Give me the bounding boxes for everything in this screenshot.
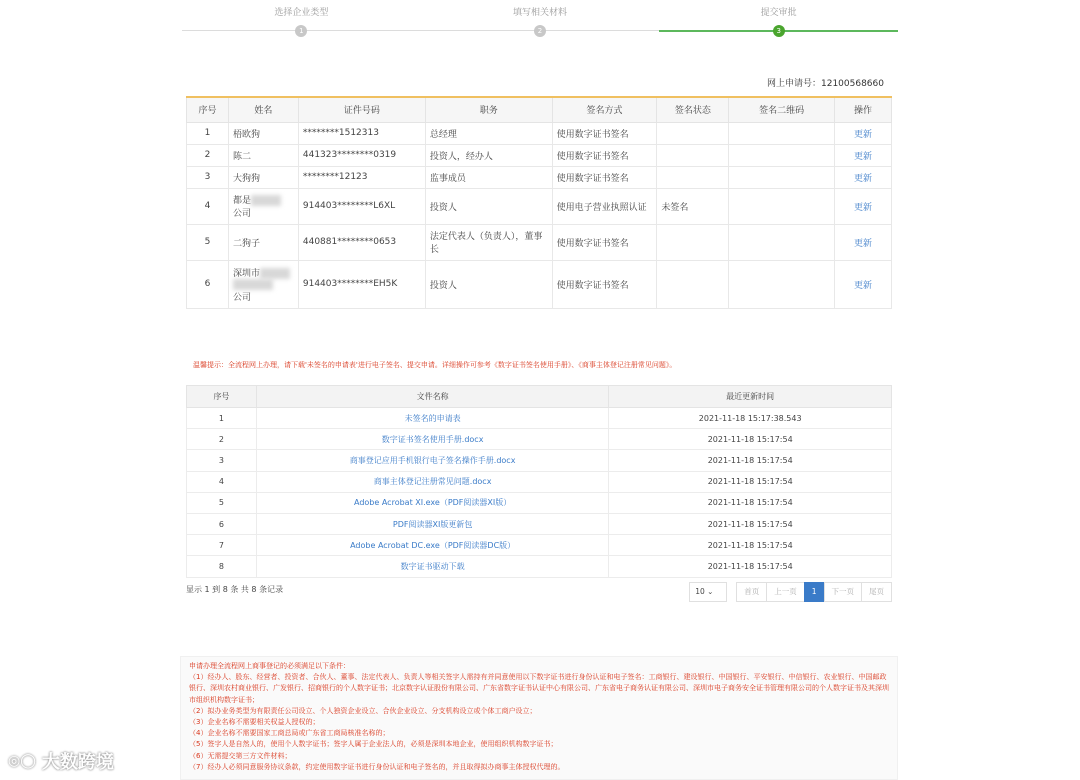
- condition-item: （1）经办人、股东、经营者、投资者、合伙人、董事、法定代表人、负责人等相关签字人需持有并同意使用以下数字证书进行身份认证和电子签名：工商银行、建设银行、中国银行、平安银行、中信银行、农业银行、中国邮政银行、深圳农村商业银行、广发银行、招商银行的个人数字证书；北京数字认证股份有限公司、广东省数字证书认证中心有限公司、广东省电子商务认证有限公司、深圳市电子商务安全证书管理有限公司的个人数字证书及其深圳市组织机构数字证书；: [189, 673, 889, 704]
- signer-name: 陈二: [228, 144, 298, 166]
- update-link[interactable]: 更新: [854, 280, 873, 291]
- table-row: [187, 166, 892, 188]
- file-link[interactable]: Adobe Acrobat XI.exe（PDF阅读器XI版）: [354, 498, 512, 508]
- table-row: [187, 260, 892, 308]
- sign-method: 使用数字证书签名: [552, 260, 657, 308]
- signer-role: 投资人，经办人: [425, 144, 552, 166]
- update-time: 2021-11-18 15:17:54: [609, 429, 892, 450]
- row-number: 6: [187, 260, 229, 308]
- file-link[interactable]: PDF阅读器XI版更新包: [392, 519, 473, 529]
- table-row: [187, 122, 892, 144]
- row-number: 4: [187, 188, 229, 224]
- redacted-text: [260, 268, 290, 279]
- signer-role: 投资人: [425, 260, 552, 308]
- warm-tip-notice: 温馨提示：全流程网上办理，请下载'未签名的申请表'进行电子签名、提交申请。详细操作可参考《数字证书签名使用手册》、《商事主体登记注册常见问题》。: [193, 361, 677, 369]
- sign-qrcode: [729, 260, 835, 308]
- page-size-select[interactable]: 10 ⌄: [689, 582, 727, 602]
- condition-item: （7）经办人必须同意服务协议条款，约定使用数字证书进行身份认证和电子签名的，并且取得拟办商事主体授权代理的。: [189, 762, 565, 771]
- signer-role: 监事成员: [425, 166, 552, 188]
- row-number: 8: [187, 556, 257, 577]
- sign-method: 使用数字证书签名: [552, 122, 657, 144]
- file-link[interactable]: 商事登记应用手机银行电子签名操作手册.docx: [349, 455, 516, 465]
- last-page-button[interactable]: 尾页: [861, 582, 892, 602]
- conditions-box: [180, 656, 898, 780]
- file-link[interactable]: Adobe Acrobat DC.exe（PDF阅读器DC版）: [350, 540, 516, 550]
- first-page-button[interactable]: 首页: [736, 582, 767, 602]
- application-number: 网上申请号：12100568660: [767, 79, 884, 89]
- row-number: 6: [187, 513, 257, 534]
- col-header: 职务: [425, 97, 552, 122]
- update-link[interactable]: 更新: [854, 129, 873, 140]
- table-row: [187, 188, 892, 224]
- update-time: 2021-11-18 15:17:54: [609, 450, 892, 471]
- prev-page-button[interactable]: 上一页: [766, 582, 805, 602]
- signers-table: [186, 96, 892, 309]
- signer-role: 总经理: [425, 122, 552, 144]
- col-header: 最近更新时间: [609, 386, 892, 408]
- sign-status: [657, 260, 729, 308]
- update-link[interactable]: 更新: [854, 238, 873, 249]
- step-select-type: [182, 6, 421, 40]
- signer-role: 法定代表人（负责人），董事长: [425, 224, 552, 260]
- col-header: 序号: [187, 386, 257, 408]
- step-label: 选择企业类型: [274, 8, 329, 18]
- condition-item: （2）拟办业务类型为有限责任公司设立、个人独资企业设立、合伙企业设立、分支机构设立或个体工商户设立；: [189, 706, 537, 715]
- col-header: 签名状态: [657, 97, 729, 122]
- sign-status: [657, 166, 729, 188]
- sign-qrcode: [729, 166, 835, 188]
- table-row: [187, 408, 892, 429]
- signer-name: 梧欧狗: [228, 122, 298, 144]
- update-link[interactable]: 更新: [854, 173, 873, 184]
- row-number: 4: [187, 471, 257, 492]
- file-link[interactable]: 数字证书签名使用手册.docx: [381, 434, 484, 444]
- sign-qrcode: [729, 188, 835, 224]
- signer-name: 大狗狗: [228, 166, 298, 188]
- table-header-row: [187, 97, 892, 122]
- step-number: 3: [773, 25, 785, 37]
- update-time: 2021-11-18 15:17:54: [609, 535, 892, 556]
- logo-icon: ◎◯: [8, 753, 36, 769]
- step-label: 提交审批: [760, 8, 797, 18]
- sign-method: 使用电子营业执照认证: [552, 188, 657, 224]
- table-row: [187, 144, 892, 166]
- chevron-down-icon: ⌄: [707, 587, 714, 596]
- update-link[interactable]: 更新: [854, 151, 873, 162]
- signer-name: 二狗子: [228, 224, 298, 260]
- id-number: 914403********L6XL: [298, 188, 425, 224]
- watermark-text: 大数跨境: [41, 752, 114, 773]
- row-number: 3: [187, 450, 257, 471]
- col-header: 证件号码: [298, 97, 425, 122]
- table-row: [187, 535, 892, 556]
- condition-item: （5）签字人是自然人的，使用个人数字证书；签字人属于企业法人的，必须是深圳本地企业，使用组织机构数字证书；: [189, 740, 558, 749]
- table-row: [187, 471, 892, 492]
- sign-qrcode: [729, 144, 835, 166]
- update-time: 2021-11-18 15:17:54: [609, 556, 892, 577]
- col-header: 文件名称: [256, 386, 608, 408]
- table-header-row: [187, 386, 892, 408]
- signer-role: 投资人: [425, 188, 552, 224]
- files-table: [186, 385, 892, 578]
- update-time: 2021-11-18 15:17:38.543: [609, 408, 892, 429]
- sign-method: 使用数字证书签名: [552, 144, 657, 166]
- sign-qrcode: [729, 122, 835, 144]
- update-time: 2021-11-18 15:17:54: [609, 513, 892, 534]
- sign-method: 使用数字证书签名: [552, 224, 657, 260]
- col-header: 签名方式: [552, 97, 657, 122]
- table-row: [187, 513, 892, 534]
- row-number: 2: [187, 429, 257, 450]
- step-label: 填写相关材料: [513, 8, 568, 18]
- row-number: 5: [187, 492, 257, 513]
- update-time: 2021-11-18 15:17:54: [609, 492, 892, 513]
- sign-method: 使用数字证书签名: [552, 166, 657, 188]
- sign-status: [657, 144, 729, 166]
- condition-item: （4）企业名称不需要国家工商总局或广东省工商局核准名称的；: [189, 729, 390, 738]
- step-number: 1: [295, 25, 307, 37]
- sign-qrcode: [729, 224, 835, 260]
- update-link[interactable]: 更新: [854, 202, 873, 213]
- file-link[interactable]: 数字证书驱动下载: [400, 561, 465, 571]
- update-time: 2021-11-18 15:17:54: [609, 471, 892, 492]
- col-header: 操作: [835, 97, 892, 122]
- sign-status: [657, 224, 729, 260]
- sign-status: 未签名: [657, 188, 729, 224]
- col-header: 签名二维码: [729, 97, 835, 122]
- condition-item: （6）无需提交第三方文件材料；: [189, 751, 292, 760]
- col-header: 序号: [187, 97, 229, 122]
- pagination: [690, 582, 892, 602]
- row-number: 5: [187, 224, 229, 260]
- redacted-text: [251, 195, 281, 206]
- table-row: [187, 556, 892, 577]
- sign-status: [657, 122, 729, 144]
- step-submit: [659, 6, 898, 40]
- signer-name: 都是 公司: [228, 188, 298, 224]
- id-number: ********12123: [298, 166, 425, 188]
- file-link[interactable]: 商事主体登记注册常见问题.docx: [373, 477, 492, 487]
- step-fill-materials: [421, 6, 660, 40]
- signer-name: 深圳市 公司: [228, 260, 298, 308]
- row-number: 7: [187, 535, 257, 556]
- row-number: 1: [187, 408, 257, 429]
- row-number: 1: [187, 122, 229, 144]
- id-number: 914403********EH5K: [298, 260, 425, 308]
- table-row: [187, 224, 892, 260]
- id-number: 441323********0319: [298, 144, 425, 166]
- id-number: ********1512313: [298, 122, 425, 144]
- progress-stepper: [182, 6, 898, 40]
- col-header: 姓名: [228, 97, 298, 122]
- file-link[interactable]: 未签名的申请表: [404, 413, 461, 423]
- pagination-info: 显示 1 到 8 条 共 8 条记录: [186, 585, 284, 594]
- next-page-button[interactable]: 下一页: [824, 582, 863, 602]
- watermark: [8, 748, 114, 774]
- table-row: [187, 492, 892, 513]
- conditions-title: 申请办理全流程网上商事登记的必须满足以下条件：: [189, 662, 350, 670]
- id-number: 440881********0653: [298, 224, 425, 260]
- row-number: 2: [187, 144, 229, 166]
- current-page-button[interactable]: 1: [804, 582, 825, 602]
- redacted-text: [233, 279, 273, 290]
- table-row: [187, 429, 892, 450]
- step-number: 2: [534, 25, 546, 37]
- condition-item: （3）企业名称不需要相关权益人授权的；: [189, 718, 320, 727]
- row-number: 3: [187, 166, 229, 188]
- table-row: [187, 450, 892, 471]
